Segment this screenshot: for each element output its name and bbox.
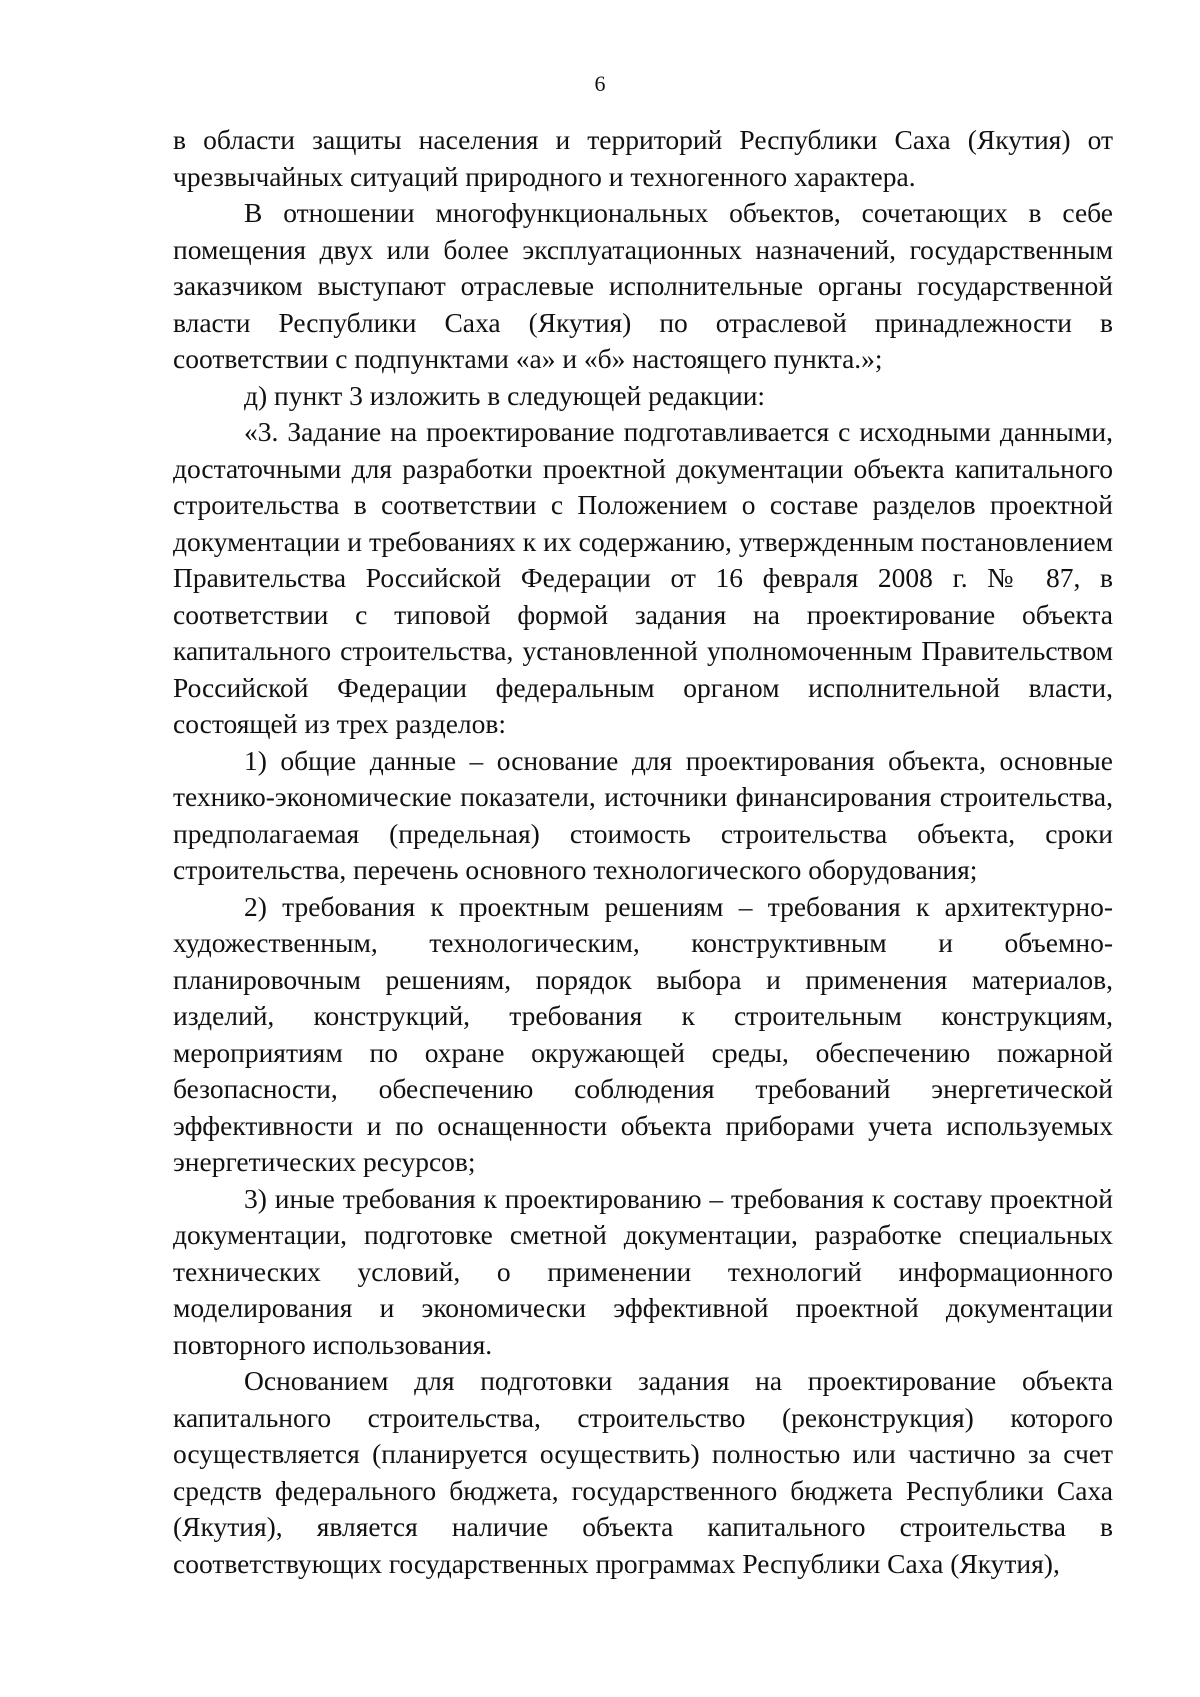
paragraph-item-1: 1) общие данные – основание для проектирования объекта, основные технико-экономические показатели, источники финансирования строительства, предполагаемая (предельная) стоимость строительства объекта, сроки строительства, перечень основного технологического оборудования; — [173, 744, 1113, 885]
paragraph-continuation: в области защиты населения и территорий Республики Саха (Якутия) от чрезвычайных ситуаций природного и техногенного характера. — [173, 124, 1113, 192]
paragraph-point-3: «3. Задание на проектирование подготавливается с исходными данными, достаточными для разработки проектной документации объекта капитального строительства в соответствии с Положением о составе разделов проектной документации и требованиях к их содержанию, утвержденным постановлением Правительства Российской Федерации от 16 февраля 2008 г. № 87, в соответствии с типовой формой задания на проектирование объекта капитального строительства, установленной уполномоченным Правительством Российской Федерации федеральным органом исполнительной власти, состоящей из трех разделов: — [173, 416, 1113, 739]
paragraph-basis: Основанием для подготовки задания на проектирование объекта капитального строительства, строительство (реконструкция) которого осуществляется (планируется осуществить) полностью или частично за счет средств федерального бюджета, государственного бюджета Республики Саха (Якутия), является наличие объекта капитального строительства в соответствующих государственных программах Республики Саха (Якутия), — [173, 1365, 1113, 1579]
paragraph-multifunctional-objects: В отношении многофункциональных объектов, сочетающих в себе помещения двух или более эксплуатационных назначений, государственным заказчиком выступают отраслевые исполнительные органы государственной власти Республики Саха (Якутия) по отраслевой принадлежности в соответствии с подпунктами «а» и «б» настоящего пункта.»; — [173, 197, 1113, 374]
paragraph-clause-d: д) пункт 3 изложить в следующей редакции: — [244, 379, 766, 411]
paragraph-item-3: 3) иные требования к проектированию – требования к составу проектной документации, подготовке сметной документации, разработке специальных технических условий, о применении технологий информационного моделирования и экономически эффективной проектной документации повторного использования. — [173, 1182, 1113, 1360]
document-body — [173, 122, 1113, 1582]
paragraph-item-2: 2) требования к проектным решениям – требования к архитектурно-художественным, технологическим, конструктивным и объемно-планировочным решениям, порядок выбора и применения материалов, изделий, конструкций, требования к строительным конструкциям, мероприятиям по охране окружающей среды, обеспечению пожарной безопасности, обеспечению соблюдения требований энергетической эффективности и по оснащенности объекта приборами учета используемых энергетических ресурсов; — [173, 890, 1113, 1177]
page-number: 6 — [594, 71, 606, 96]
